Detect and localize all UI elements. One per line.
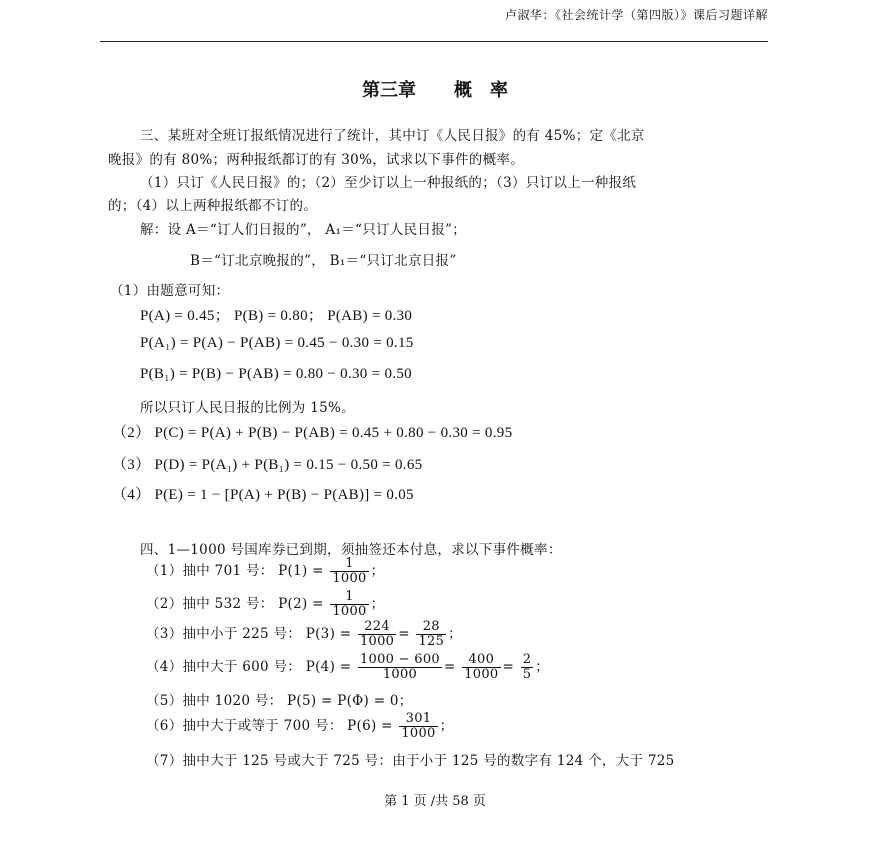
q4-item-4-fraction-c: $\frac{2}{5}$ [522,652,532,682]
q4-item-4: （4）抽中大于 600 号： P(4) = $\frac{1000 - 600}{1000}$ = $\frac{400}{1000}$ = $\frac{2}{5}$ ； [146,652,550,682]
q4-item-1-text: （1）抽中 701 号： P(1) = [146,563,324,579]
chapter-title [0,76,870,102]
q3-stem-line-2: 晚报》的有 80%；两种报纸都订的有 30%，试求以下事件的概率。 [108,152,524,168]
page-number: 第 1 页 /共 58 页 [384,794,486,809]
q4-stem: 四、1—1000 号国库券已到期，须抽签还本付息，求以下事件概率： [140,542,562,558]
q4-item-3-fraction-b: $\frac{28}{125}$ [418,619,445,649]
q4-item-2-text: （2）抽中 532 号： P(2) = [146,596,324,612]
q3-solution-def-2: B＝“订北京晚报的”， B₁＝“只订北京日报” [190,253,457,269]
q4-item-1-fraction: $\frac{1}{1000}$ [332,556,367,586]
header-rule [100,41,768,42]
q3-eq-3: P(B₁) = P(B) − P(AB) = 0.80 − 0.30 = 0.50 [140,366,412,382]
q4-item-6: （6）抽中大于或等于 700 号： P(6) = $\frac{301}{1000}$ ； [146,711,454,741]
q4-item-3-text: （3）抽中小于 225 号： P(3) = [146,626,352,642]
q3-eq-step4: （4） P(E) = 1 − [P(A) + P(B) − P(AB)] = 0.05 [112,487,414,503]
q4-item-1: （1）抽中 701 号： P(1) = $\frac{1}{1000}$ ； [146,556,385,586]
q4-item-3: （3）抽中小于 225 号： P(3) = $\frac{224}{1000}$ = $\frac{28}{125}$ ； [146,619,462,649]
q3-eq-step3: （3） P(D) = P(A₁) + P(B₁) = 0.15 − 0.50 = 0.65 [112,457,423,473]
q3-conclusion: 所以只订人民日报的比例为 15%。 [140,400,355,416]
q4-item-3-fraction-a: $\frac{224}{1000}$ [359,619,395,649]
chapter-number: 第三章 [362,80,416,101]
q3-eq-1: P(A) = 0.45； P(B) = 0.80； P(AB) = 0.30 [140,308,413,324]
q4-item-4-text: （4）抽中大于 600 号： P(4) = [146,659,352,675]
q3-parts-line-1: （1）只订《人民日报》的；（2）至少订以上一种报纸的；（3）只订以上一种报纸 [140,175,637,191]
q4-item-2: （2）抽中 532 号： P(2) = $\frac{1}{1000}$ ； [146,589,385,619]
q4-item-6-fraction: $\frac{301}{1000}$ [401,711,436,741]
q3-eq-step2: （2） P(C) = P(A) + P(B) − P(AB) = 0.45 + 0.80 − 0.30 = 0.95 [112,425,513,441]
q3-step1-label: （1）由题意可知： [110,283,230,299]
q3-solution-def-1: 解：设 A＝“订人们日报的”， A₁＝“只订人民日报”； [140,222,466,238]
q3-eq-2: P(A₁) = P(A) − P(AB) = 0.45 − 0.30 = 0.15 [140,335,414,351]
q4-item-2-fraction: $\frac{1}{1000}$ [332,589,367,619]
q4-item-6-text: （6）抽中大于或等于 700 号： P(6) = [146,718,393,734]
q4-item-4-fraction-b: $\frac{400}{1000}$ [464,652,499,682]
q3-parts-line-2: 的；（4）以上两种报纸都不订的。 [108,198,318,214]
q3-stem-line-1: 三、某班对全班订报纸情况进行了统计，其中订《人民日报》的有 45%；定《北京 [140,128,645,144]
q4-item-4-fraction-a: $\frac{1000 - 600}{1000}$ [359,652,440,682]
q4-item-5: （5）抽中 1020 号： P(5) = P(Φ) = 0； [146,693,413,709]
running-header: 卢淑华：《社会统计学（第四版）》课后习题详解 [504,8,768,22]
q4-item-7: （7）抽中大于 125 号或大于 725 号：由于小于 125 号的数字有 124 个，大于 725 [146,753,675,769]
chapter-name: 概 率 [454,80,508,101]
